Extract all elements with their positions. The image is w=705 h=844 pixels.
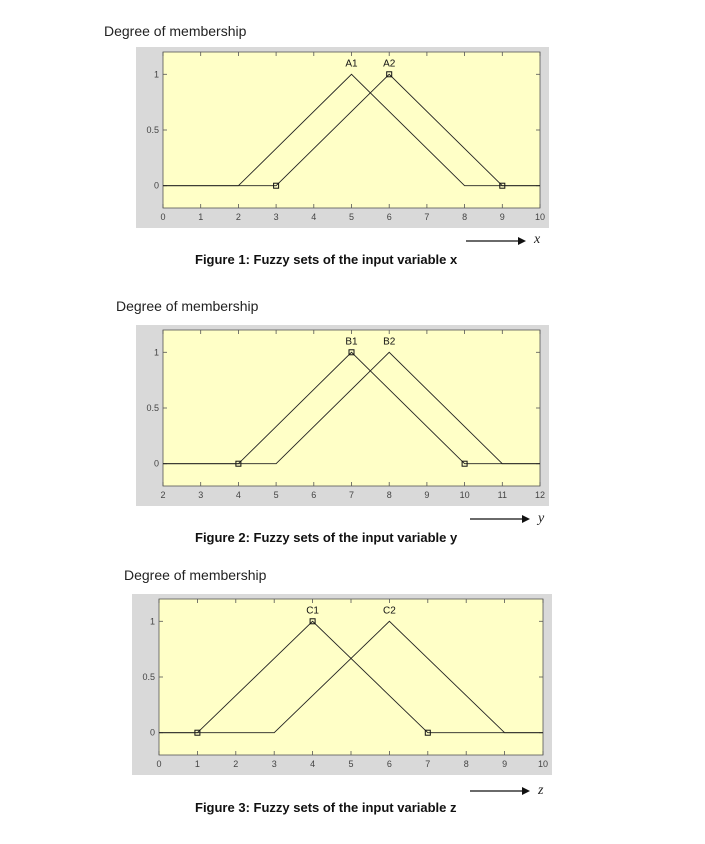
fig3-xtick-label: 7 [425,759,431,769]
fig3-xaxis-label: z [538,783,544,798]
fig3-xtick-label: 0 [156,759,162,769]
fig1-plot-area [163,52,540,208]
fig3-chart [132,594,552,775]
fig1-xaxis-arrow [466,234,526,246]
fig2-xtick-label: 3 [198,490,204,500]
fig3-series-C1-label: C1 [306,605,319,617]
fig3-xtick-label: 5 [348,759,354,769]
fig2-svg [136,325,549,506]
fig1-xaxis-label: x [534,232,541,247]
fig3-xtick-label: 8 [463,759,469,769]
fig1-xtick-label: 6 [386,212,392,222]
fig2-xtick-label: 5 [273,490,279,500]
fig2-plot-area [163,330,540,486]
fig1-ytick-label: 0 [153,180,159,191]
fig3-xaxis-arrow [470,784,530,796]
fig3-ylabel: Degree of membership [124,567,267,583]
fig3-xtick-label: 10 [537,759,549,769]
fig1-xtick-label: 8 [462,212,468,222]
fig3-caption: Figure 3: Fuzzy sets of the input variable z [195,800,457,815]
fig1-xtick-label: 3 [273,212,279,222]
fig3-xtick-label: 6 [386,759,392,769]
fig1-caption: Figure 1: Fuzzy sets of the input variable x [195,252,458,267]
fig2-series-B1-label: B1 [345,336,358,348]
fig3-ytick-label: 1 [149,616,155,627]
fig2-ytick-label: 1 [153,347,159,358]
fig1-series-A1-label: A1 [345,58,358,70]
fig1-ytick-label: 0.5 [146,125,159,135]
fig3-xtick-label: 4 [310,759,316,769]
fig1-svg [136,47,549,228]
fig2-xtick-label: 12 [534,490,546,500]
fig1-xtick-label: 4 [311,212,317,222]
fig1-xtick-label: 7 [424,212,430,222]
fig2-chart [136,325,549,506]
fig2-ytick-label: 0 [153,458,159,469]
fig3-xtick-label: 9 [502,759,508,769]
fig1-xtick-label: 10 [534,212,546,222]
fig2-xtick-label: 6 [311,490,317,500]
fig2-xaxis-arrow [470,512,530,524]
fig1-ytick-label: 1 [153,69,159,80]
fig1-xtick-label: 5 [348,212,355,222]
fig2-xtick-label: 4 [235,490,241,500]
fig2-series-B2-label: B2 [383,336,396,348]
fig3-ytick-label: 0 [149,727,155,738]
fig2-xaxis-label: y [538,511,545,526]
fig2-ylabel: Degree of membership [116,298,259,314]
fig2-xtick-label: 8 [386,490,392,500]
fig3-xtick-label: 3 [271,759,277,769]
fig1-ylabel: Degree of membership [104,23,247,39]
fig3-svg [132,594,552,775]
fig2-xtick-label: 9 [424,490,430,500]
fig1-series-A2-label: A2 [383,58,396,70]
fig1-xtick-label: 1 [198,212,204,222]
fig2-ytick-label: 0.5 [146,403,159,413]
fig2-xtick-label: 2 [160,490,166,500]
fig3-plot-area [159,599,543,755]
fig2-xtick-label: 11 [497,490,507,500]
fig3-xtick-label: 1 [194,759,200,769]
fig2-caption: Figure 2: Fuzzy sets of the input variable y [195,530,458,545]
fig3-xtick-label: 2 [233,759,239,769]
fig1-xtick-label: 0 [160,212,166,222]
fig1-chart [136,47,549,228]
fig2-xtick-label: 7 [348,490,355,500]
fig2-xtick-label: 10 [459,490,470,500]
fig1-xtick-label: 2 [235,212,241,222]
fig3-ytick-label: 0.5 [142,672,155,682]
fig3-series-C2-label: C2 [383,605,396,617]
fig1-xtick-label: 9 [499,212,505,222]
